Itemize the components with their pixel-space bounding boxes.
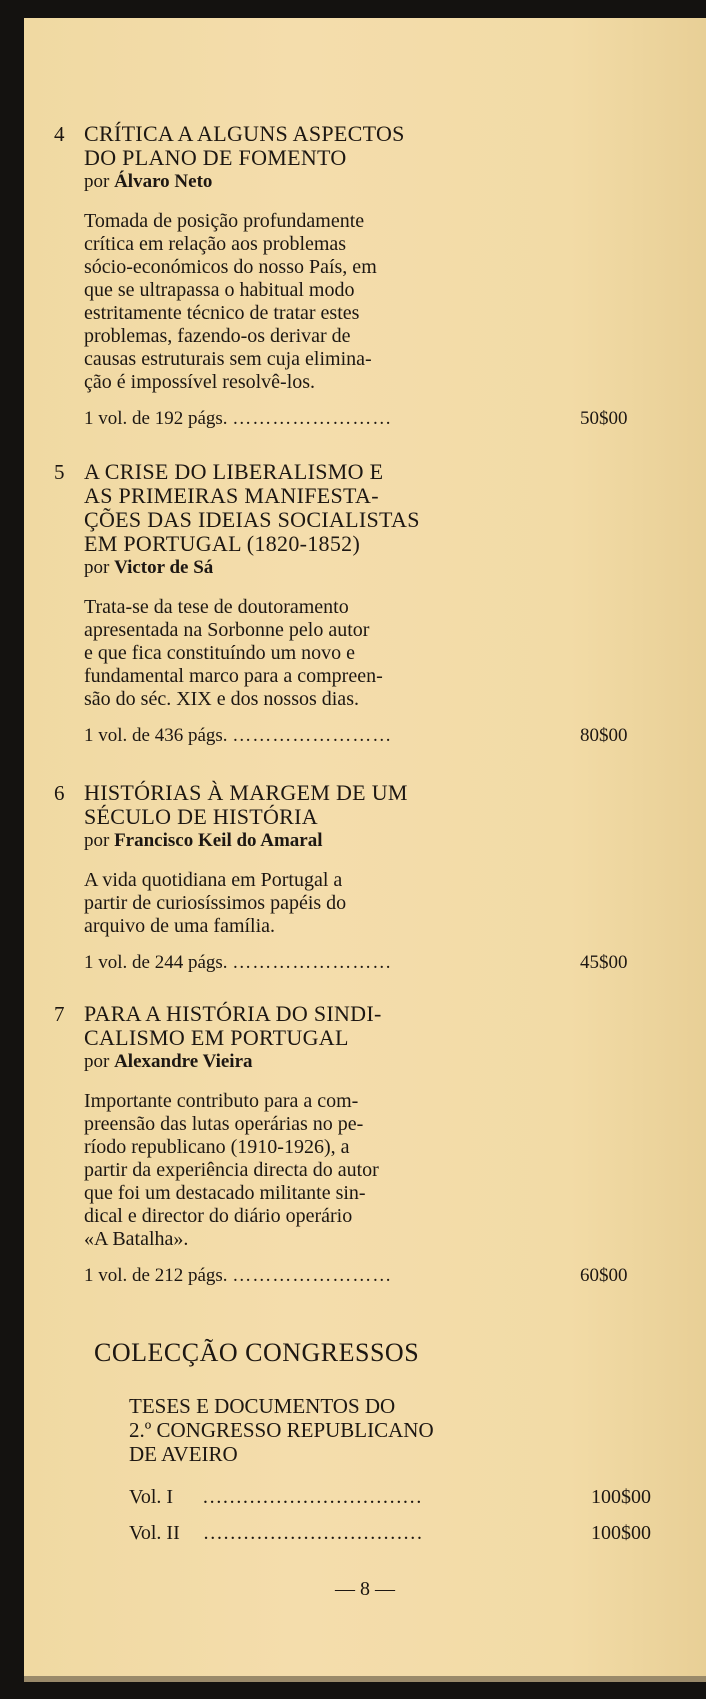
entry-volume-line xyxy=(84,725,644,749)
volume-label: Vol. II xyxy=(129,1522,180,1544)
entry-author-line xyxy=(84,829,644,853)
entry-number: 6 xyxy=(54,781,65,805)
catalog-entry-7 xyxy=(54,1001,644,1289)
entry-volume-line xyxy=(84,952,644,976)
entry-author-line xyxy=(84,1050,644,1074)
author-prefix: por xyxy=(84,557,110,578)
catalog-entry-5 xyxy=(54,459,644,749)
leader-dots: …………………… xyxy=(232,1265,393,1286)
entry-volume: 1 vol. de 212 págs. xyxy=(84,1265,228,1286)
leader-dots: …………………………… xyxy=(202,1522,423,1544)
entry-title: PARA A HISTÓRIA DO SINDI- CALISMO EM PORTUGAL xyxy=(84,1001,382,1050)
entry-author: Victor de Sá xyxy=(114,557,214,578)
entry-title: HISTÓRIAS À MARGEM DE UM SÉCULO DE HISTÓRIA xyxy=(84,780,408,829)
author-prefix: por xyxy=(84,1051,110,1072)
entry-price: 80$00 xyxy=(580,725,628,746)
entry-number: 7 xyxy=(54,1002,65,1026)
entry-price: 45$00 xyxy=(580,952,628,973)
author-prefix: por xyxy=(84,171,110,192)
page-number: — 8 — xyxy=(335,1578,395,1600)
entry-price: 50$00 xyxy=(580,408,628,429)
leader-dots: …………………………… xyxy=(202,1486,423,1508)
entry-title: CRÍTICA A ALGUNS ASPECTOS DO PLANO DE FOMENTO xyxy=(84,121,405,170)
volume-row-1 xyxy=(129,1486,689,1512)
volume-label: Vol. I xyxy=(129,1486,174,1508)
entry-author-line xyxy=(84,170,644,194)
entry-number: 5 xyxy=(54,460,65,484)
entry-price: 60$00 xyxy=(580,1265,628,1286)
entry-description: Importante contributo para a com- preensão das lutas operárias no pe- ríodo republicano (1910-1926), a partir da experiência directa do autor que foi um destacado militante sin- dical e director do diário operário «A Batalha». xyxy=(84,1090,379,1250)
catalog-entry-6 xyxy=(54,780,644,976)
entry-volume-line xyxy=(84,1265,644,1289)
entry-description: A vida quotidiana em Portugal a partir de curiosíssimos papéis do arquivo de uma família. xyxy=(84,869,347,937)
entry-description: Trata-se da tese de doutoramento apresentada na Sorbonne pelo autor e que fica constituíndo um novo e fundamental marco para a compreen- são do séc. XIX e dos nossos dias. xyxy=(84,596,383,710)
entry-volume-line xyxy=(84,408,644,432)
entry-volume: 1 vol. de 244 págs. xyxy=(84,952,228,973)
entry-author: Álvaro Neto xyxy=(114,171,213,192)
entry-description: Tomada de posição profundamente crítica em relação aos problemas sócio-económicos do nosso País, em que se ultrapassa o habitual modo estritamente técnico de tratar estes problemas, fazendo-os derivar de causas estruturais sem cuja elimina- ção é impossível resolvê-los. xyxy=(84,210,377,393)
entry-volume: 1 vol. de 192 págs. xyxy=(84,408,228,429)
entry-number: 4 xyxy=(54,122,65,146)
volume-row-2 xyxy=(129,1522,689,1548)
section-subtitle: TESES E DOCUMENTOS DO 2.º CONGRESSO REPUBLICANO DE AVEIRO xyxy=(129,1394,434,1466)
catalog-entry-4 xyxy=(54,121,644,432)
entry-title: A CRISE DO LIBERALISMO E AS PRIMEIRAS MANIFESTA- ÇÕES DAS IDEIAS SOCIALISTAS EM PORTUGAL (1820-1852) xyxy=(84,459,420,556)
section-title: COLECÇÃO CONGRESSOS xyxy=(94,1338,420,1367)
leader-dots: …………………… xyxy=(232,952,393,973)
volume-price: 100$00 xyxy=(591,1486,651,1508)
entry-volume: 1 vol. de 436 págs. xyxy=(84,725,228,746)
entry-author-line xyxy=(84,556,644,580)
entry-author: Francisco Keil do Amaral xyxy=(114,830,323,851)
leader-dots: …………………… xyxy=(232,408,393,429)
leader-dots: …………………… xyxy=(232,725,393,746)
catalog-page xyxy=(24,18,706,1678)
author-prefix: por xyxy=(84,830,110,851)
volume-price: 100$00 xyxy=(591,1522,651,1544)
entry-author: Alexandre Vieira xyxy=(114,1051,253,1072)
